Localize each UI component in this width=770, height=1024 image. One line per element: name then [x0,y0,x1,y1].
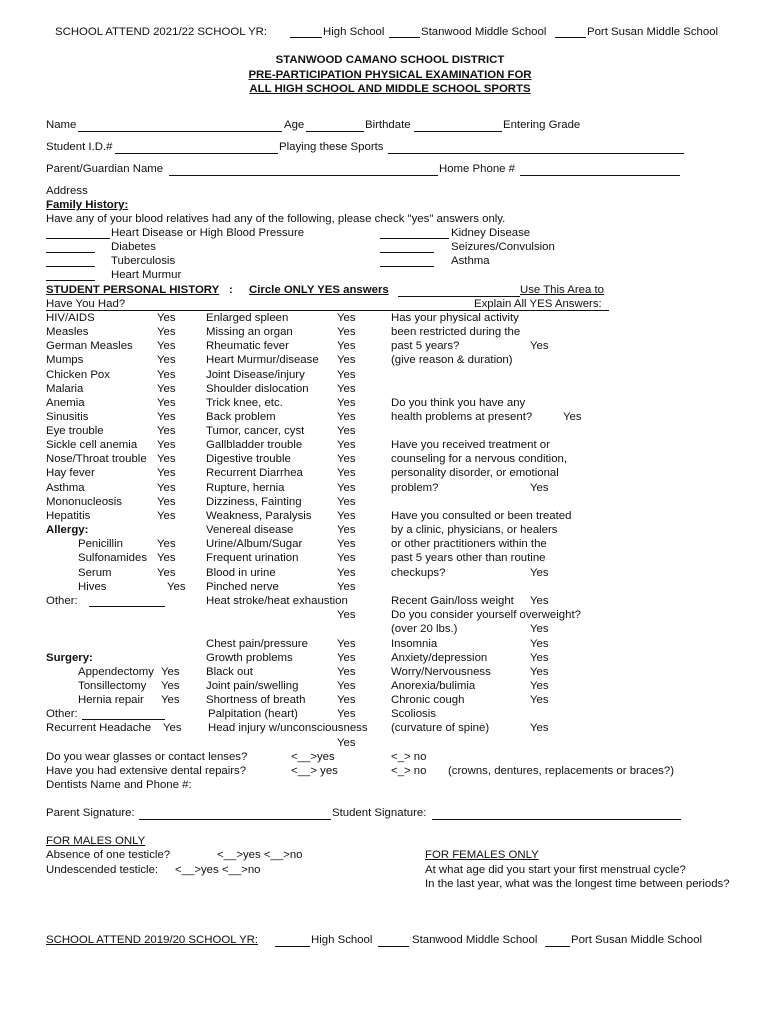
header-option-stanwood: Stanwood Middle School [421,26,547,38]
condition-item: Dizziness, Fainting [206,496,302,508]
family-item: Heart Murmur [111,269,182,281]
condition-item: Tumor, cancer, cyst [206,425,305,437]
circle-yes-instruction: Circle ONLY YES answers [249,284,389,296]
question-text: problem? [391,482,439,494]
condition-item: Sickle cell anemia [46,439,138,451]
yes-option[interactable]: Yes [157,510,176,522]
family-history-heading: Family History: [46,199,129,211]
family-item: Heart Disease or High Blood Pressure [111,227,305,239]
question-text: (give reason & duration) [391,354,513,366]
surgery-item: Hernia repair [78,694,144,706]
yes-option[interactable]: Yes [337,666,356,678]
condition-item: Joint pain/swelling [206,680,299,692]
use-this-area: Use This Area to [520,284,604,296]
grade-label: Entering Grade [503,119,581,131]
family-history-question: Have any of your blood relatives had any of the following, please check "yes" answers only. [46,213,506,225]
family-checkbox-line[interactable] [380,266,434,267]
question-text: personality disorder, or emotional [391,467,559,479]
yes-option[interactable]: Yes [157,552,176,564]
question-text: past 5 years other than routine [391,552,546,564]
yes-option[interactable]: Yes [157,567,176,579]
phone-field[interactable] [520,175,680,176]
condition-item: Measles [46,326,89,338]
yes-option[interactable]: Yes [530,666,549,678]
family-checkbox-line[interactable] [46,280,95,281]
yes-option[interactable]: Yes [337,425,356,437]
birthdate-field[interactable] [414,131,502,132]
condition-item: Worry/Nervousness [391,666,491,678]
yes-option[interactable]: Yes [167,581,186,593]
family-checkbox-line[interactable] [46,266,95,267]
yes-option[interactable]: Yes [163,722,182,734]
yes-option[interactable]: Yes [157,312,176,324]
yes-option[interactable]: Yes [530,567,549,579]
footer-attend-label: SCHOOL ATTEND 2019/20 SCHOOL YR: [46,934,259,946]
student-signature-field[interactable] [432,819,681,820]
yes-option[interactable]: Yes [157,411,176,423]
condition-item: Weakness, Paralysis [206,510,312,522]
yes-option[interactable]: Yes [337,439,356,451]
blank-line[interactable] [545,946,570,947]
question-text: Has your physical activity [391,312,519,324]
condition-item: HIV/AIDS [46,312,95,324]
surgery-item: Tonsillectomy [78,680,147,692]
yes-option[interactable]: Yes [337,694,356,706]
age-field[interactable] [306,131,364,132]
footer-option-high-school: High School [311,934,373,946]
title-line-1: STANWOOD CAMANO SCHOOL DISTRICT [275,54,505,66]
condition-item: Blood in urine [206,567,276,579]
condition-item: Scoliosis [391,708,436,720]
yes-option[interactable]: Yes [530,652,549,664]
females-question-1: At what age did you start your first menstrual cycle? [425,864,686,876]
condition-item: Anxiety/depression [391,652,488,664]
condition-item: Back problem [206,411,276,423]
question-text: or other practitioners within the [391,538,547,550]
yes-option[interactable]: Yes [157,425,176,437]
condition-item: Palpitation (heart) [208,708,298,720]
condition-item: Rheumatic fever [206,340,289,352]
allergy-item: Penicillin [78,538,123,550]
yes-option[interactable]: Yes [337,581,356,593]
condition-item: Asthma [46,482,85,494]
males-question-2: Undescended testicle: [46,864,159,876]
question-text: past 5 years? [391,340,460,352]
family-checkbox-line[interactable] [46,238,110,239]
question-text: (over 20 lbs.) [391,623,458,635]
yes-option[interactable]: Yes [157,383,176,395]
condition-item: Chronic cough [391,694,465,706]
females-heading: FOR FEMALES ONLY [425,849,539,861]
condition-item: Joint Disease/injury [206,369,305,381]
condition-item: Mononucleosis [46,496,122,508]
question-text: Recent Gain/loss weight [391,595,514,607]
question-text: counseling for a nervous condition, [391,453,568,465]
yes-option[interactable]: Yes [161,680,180,692]
blank-line[interactable] [290,37,322,38]
males-question-1: Absence of one testicle? [46,849,171,861]
condition-item: Eye trouble [46,425,104,437]
family-item: Asthma [451,255,490,267]
allergy-item: Sulfonamides [78,552,148,564]
yes-option[interactable]: Yes [157,397,176,409]
condition-item: Pinched nerve [206,581,279,593]
question-text: Have you received treatment or [391,439,550,451]
condition-item: Venereal disease [206,524,294,536]
other-field[interactable] [89,606,165,607]
condition-item: Hepatitis [46,510,91,522]
parent-signature-field[interactable] [139,819,331,820]
condition-item: Chicken Pox [46,369,110,381]
yes-option[interactable]: Yes [530,623,549,635]
condition-item: Black out [206,666,253,678]
condition-item: Trick knee, etc. [206,397,283,409]
yes-option[interactable]: Yes [337,397,356,409]
yes-option[interactable]: Yes [337,652,356,664]
question-text: Do you consider yourself overweight? [391,609,581,621]
condition-item: Hay fever [46,467,95,479]
glasses-no[interactable]: <_> no [391,751,427,763]
footer-option-port-susan: Port Susan Middle School [571,934,703,946]
yes-option[interactable]: Yes [157,467,176,479]
yes-option[interactable]: Yes [337,552,356,564]
yes-option[interactable]: Yes [161,666,180,678]
personal-history-heading: STUDENT PERSONAL HISTORY [46,284,220,296]
surgery-heading: Surgery: [46,652,93,664]
yes-option[interactable]: Yes [337,326,356,338]
condition-item: Shortness of breath [206,694,306,706]
surgery-item: Appendectomy [78,666,154,678]
blank-line[interactable] [389,37,420,38]
dental-no[interactable]: <_> no [391,765,427,777]
family-item: Kidney Disease [451,227,531,239]
condition-item: Digestive trouble [206,453,291,465]
question-text: health problems at present? [391,411,533,423]
yes-option[interactable]: Yes [157,453,176,465]
guardian-label: Parent/Guardian Name [46,163,164,175]
yes-option[interactable]: Yes [161,694,180,706]
males-options-1[interactable]: <__>yes <__>no [217,849,303,861]
condition-item: Enlarged spleen [206,312,289,324]
condition-item: Nose/Throat trouble [46,453,147,465]
glasses-yes[interactable]: <__>yes [291,751,335,763]
condition-item: Recurrent Diarrhea [206,467,303,479]
condition-item: Mumps [46,354,84,366]
condition-item: Shoulder dislocation [206,383,309,395]
yes-option[interactable]: Yes [157,340,176,352]
condition-item: Urine/Album/Sugar [206,538,303,550]
question-text: Have you consulted or been treated [391,510,572,522]
yes-option[interactable]: Yes [530,638,549,650]
question-text: checkups? [391,567,446,579]
yes-option[interactable]: Yes [337,383,356,395]
dental-note: (crowns, dentures, replacements or braces?) [448,765,675,777]
other-label: Other: [46,708,78,720]
sports-label: Playing these Sports [279,141,384,153]
header-option-port-susan: Port Susan Middle School [587,26,719,38]
males-options-2[interactable]: <__>yes <__>no [175,864,261,876]
family-checkbox-line[interactable] [380,252,434,253]
yes-option[interactable]: Yes [157,496,176,508]
guardian-field[interactable] [169,175,438,176]
title-line-3: ALL HIGH SCHOOL AND MIDDLE SCHOOL SPORTS [249,83,531,95]
yes-option[interactable]: Yes [337,538,356,550]
yes-option[interactable]: Yes [157,326,176,338]
family-item: Seizures/Convulsion [451,241,555,253]
footer-option-stanwood: Stanwood Middle School [412,934,538,946]
parent-signature-label: Parent Signature: [46,807,135,819]
condition-item: Anorexia/bulimia [391,680,476,692]
condition-item: Insomnia [391,638,438,650]
condition-item: German Measles [46,340,133,352]
yes-option[interactable]: Yes [337,496,356,508]
question-text: Do you think you have any [391,397,526,409]
family-item: Tuberculosis [111,255,176,267]
yes-option[interactable]: Yes [157,482,176,494]
condition-item: Anemia [46,397,85,409]
dentist-label: Dentists Name and Phone #: [46,779,192,791]
condition-item: Missing an organ [206,326,293,338]
sports-field[interactable] [388,153,684,154]
other-field[interactable] [82,719,165,720]
header-attend-label: SCHOOL ATTEND 2021/22 SCHOOL YR: [55,26,268,38]
blank-line[interactable] [555,37,586,38]
condition-item: Gallbladder trouble [206,439,303,451]
condition-item: Malaria [46,383,84,395]
yes-option[interactable]: Yes [530,340,549,352]
condition-item: Heart Murmur/disease [206,354,319,366]
question-text: by a clinic, physicians, or healers [391,524,558,536]
explain-yes-answers: Explain All YES Answers: [474,298,602,310]
blank-line[interactable] [378,946,409,947]
yes-option[interactable]: Yes [337,609,356,621]
yes-option[interactable]: Yes [157,439,176,451]
yes-option[interactable]: Yes [157,369,176,381]
yes-option[interactable]: Yes [337,680,356,692]
yes-option[interactable]: Yes [337,638,356,650]
header-option-high-school: High School [323,26,385,38]
allergy-item: Serum [78,567,112,579]
males-heading: FOR MALES ONLY [46,835,146,847]
personal-history-colon: : [229,284,233,296]
condition-item: Head injury w/unconsciousness [208,722,368,734]
dental-yes[interactable]: <__> yes [291,765,338,777]
name-field[interactable] [78,131,282,132]
condition-item: Frequent urination [206,552,299,564]
allergy-heading: Allergy: [46,524,89,536]
dental-question: Have you had extensive dental repairs? [46,765,247,777]
blank-line[interactable] [275,946,310,947]
yes-option[interactable]: Yes [337,369,356,381]
yes-option[interactable]: Yes [337,708,356,720]
condition-item: Heat stroke/heat exhaustion [206,595,348,607]
yes-option[interactable]: Yes [337,737,356,749]
condition-item: Growth problems [206,652,293,664]
student-id-field[interactable] [115,153,278,154]
address-label: Address [46,185,88,197]
yes-option[interactable]: Yes [530,482,549,494]
yes-option[interactable]: Yes [157,538,176,550]
birthdate-label: Birthdate [365,119,411,131]
yes-option[interactable]: Yes [530,595,549,607]
allergy-item: Hives [78,581,107,593]
yes-option[interactable]: Yes [337,510,356,522]
yes-option[interactable]: Yes [337,482,356,494]
phone-label: Home Phone # [439,163,515,175]
yes-option[interactable]: Yes [337,453,356,465]
yes-option[interactable]: Yes [337,340,356,352]
yes-option[interactable]: Yes [530,680,549,692]
condition-item: Chest pain/pressure [206,638,308,650]
yes-option[interactable]: Yes [530,722,549,734]
family-checkbox-line[interactable] [380,238,449,239]
yes-option[interactable]: Yes [337,312,356,324]
yes-option[interactable]: Yes [157,354,176,366]
name-label: Name [46,119,77,131]
females-question-2: In the last year, what was the longest time between periods? [425,878,730,890]
yes-option[interactable]: Yes [530,694,549,706]
student-id-label: Student I.D.# [46,141,113,153]
family-item: Diabetes [111,241,156,253]
yes-option[interactable]: Yes [337,524,356,536]
condition-item: Rupture, hernia [206,482,285,494]
glasses-question: Do you wear glasses or contact lenses? [46,751,248,763]
yes-option[interactable]: Yes [563,411,582,423]
divider [398,296,520,297]
recurrent-headache: Recurrent Headache [46,722,152,734]
yes-option[interactable]: Yes [337,411,356,423]
title-line-2: PRE-PARTICIPATION PHYSICAL EXAMINATION FOR [248,69,532,81]
condition-item: (curvature of spine) [391,722,490,734]
family-checkbox-line[interactable] [46,252,95,253]
yes-option[interactable]: Yes [337,567,356,579]
have-you-had: Have You Had? [46,298,126,310]
other-label: Other: [46,595,78,607]
student-signature-label: Student Signature: [332,807,427,819]
question-text: been restricted during the [391,326,521,338]
condition-item: Sinusitis [46,411,89,423]
age-label: Age [284,119,305,131]
yes-option[interactable]: Yes [337,467,356,479]
yes-option[interactable]: Yes [337,354,356,366]
